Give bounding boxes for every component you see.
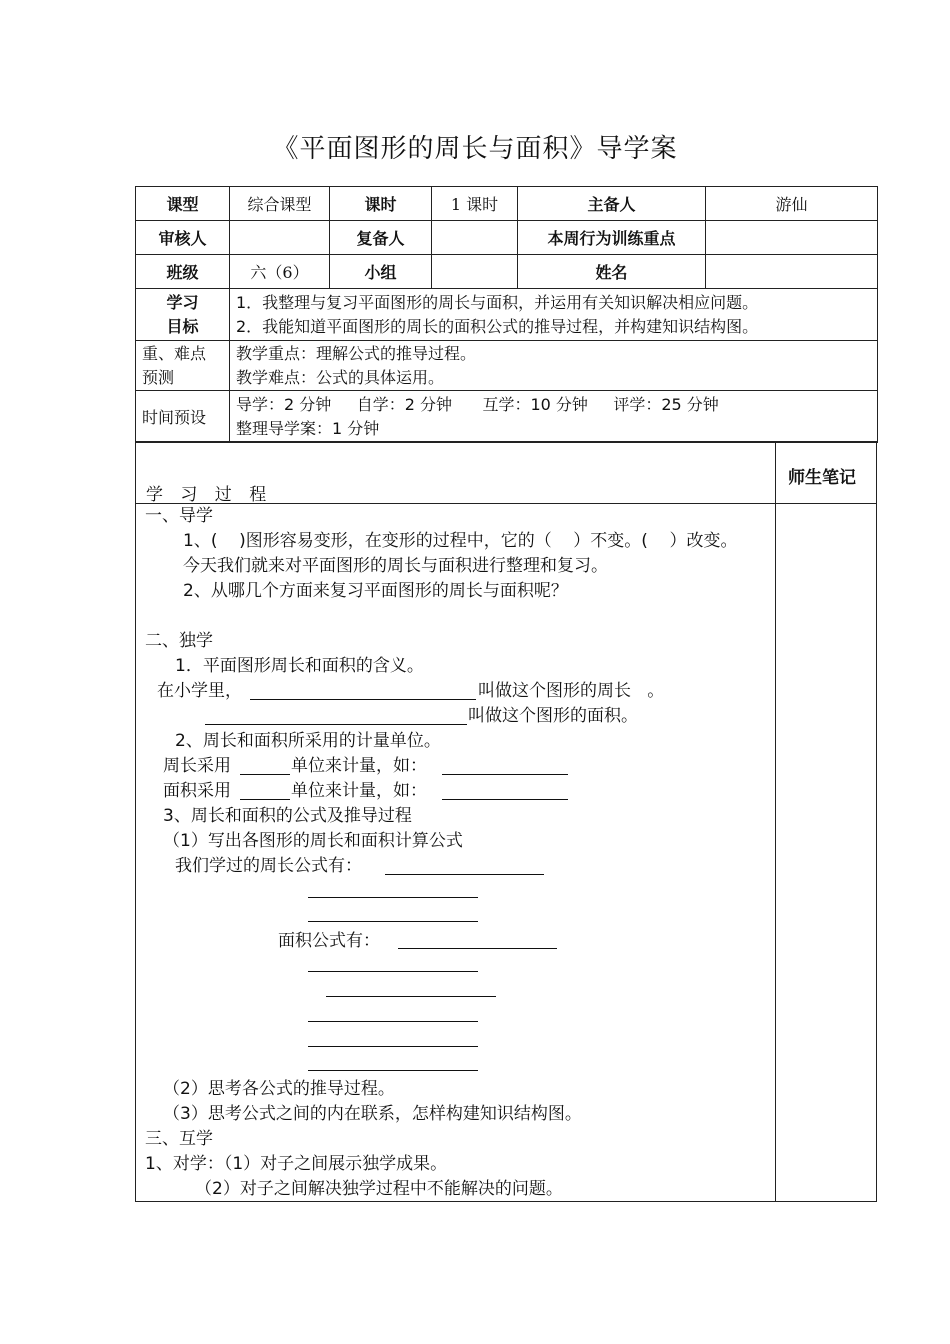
- blank-area-formula-5: [308, 1046, 478, 1047]
- goals-label-line-2: 目标: [166, 316, 199, 336]
- co-preparer-value: [432, 221, 518, 255]
- blank-perimeter-formula-3: [308, 921, 478, 922]
- reviewer-value: [230, 221, 330, 255]
- preparer-value: 游仙: [706, 187, 878, 221]
- blank-perimeter-formula-2: [308, 897, 478, 898]
- type-value: 综合课型: [230, 187, 330, 221]
- goal-2: 2．我能知道平面图形的周长的面积公式的推导过程，并构建知识结构图。: [236, 316, 759, 336]
- difficult-point: 教学难点：公式的具体运用。: [236, 367, 445, 387]
- blank-perimeter-example: [442, 774, 568, 775]
- s2-line-5-b: 单位来计量，如：: [291, 756, 427, 776]
- blank-perimeter-formula-1: [385, 874, 544, 875]
- goals-content: [230, 289, 878, 341]
- s1-line-2: 今天我们就来对平面图形的周长与面积进行整理和复习。: [183, 556, 608, 576]
- s3-line-1: 1、对学：（1）对子之间展示独学成果。: [145, 1154, 448, 1174]
- difficulty-label: [136, 341, 230, 391]
- blank-area-example: [442, 799, 568, 800]
- s1-line-1: 1、( )图形容易变形，在变形的过程中，它的（ ）不变。( ）改变。: [183, 531, 738, 551]
- difficulty-label-line-1: 重、难点: [142, 343, 207, 363]
- blank-area-formula-3: [326, 996, 496, 997]
- goal-1: 1．我整理与复习平面图形的周长与面积，并运用有关知识解决相应问题。: [236, 292, 759, 312]
- s2-line-6-b: 单位来计量，如：: [291, 781, 427, 801]
- weekly-focus-label: 本周行为训练重点: [518, 221, 706, 255]
- s2-line-8: （1）写出各图形的周长和面积计算公式: [163, 831, 463, 851]
- time-line-1: 导学：2 分钟 自学：2 分钟 互学：10 分钟 评学：25 分钟: [236, 394, 719, 414]
- co-preparer-label: 复备人: [330, 221, 432, 255]
- blank-area-formula-4: [308, 1021, 478, 1022]
- blank-area-formula-1: [398, 948, 557, 949]
- time-line-2: 整理导学案：1 分钟: [236, 418, 380, 438]
- lesson-info-table: [135, 186, 878, 443]
- blank-area-formula-2: [308, 971, 478, 972]
- section-3-title: 三、互学: [145, 1129, 213, 1149]
- key-point: 教学重点：理解公式的推导过程。: [236, 343, 477, 363]
- class-label: 班级: [136, 255, 230, 289]
- notes-header-divider: [775, 503, 876, 504]
- s3-line-2: （2）对子之间解决独学过程中不能解决的问题。: [195, 1179, 563, 1199]
- blank-perimeter-unit: [240, 774, 290, 775]
- difficulty-label-line-2: 预测: [142, 367, 175, 387]
- s1-line-3: 2、从哪几个方面来复习平面图形的周长与面积呢？: [183, 581, 568, 601]
- notes-divider: [775, 442, 776, 1201]
- time-label: 时间预设: [136, 391, 230, 443]
- blank-area-unit: [240, 799, 290, 800]
- s2-line-11: （2）思考各公式的推导过程。: [163, 1079, 395, 1099]
- blank-perimeter-definition: [250, 699, 476, 700]
- s2-line-1: 1．平面图形周长和面积的含义。: [175, 656, 424, 676]
- time-content: [230, 391, 878, 443]
- s2-line-7: 3、周长和面积的公式及推导过程: [163, 806, 412, 826]
- blank-area-definition: [205, 724, 467, 725]
- goals-label-line-1: 学习: [166, 292, 199, 312]
- type-label: 课型: [136, 187, 230, 221]
- preparer-label: 主备人: [518, 187, 706, 221]
- s2-line-2-pre: 在小学里，: [157, 681, 242, 701]
- group-value: [432, 255, 518, 289]
- s2-line-2-post: 叫做这个图形的周长 。: [478, 681, 665, 701]
- s2-line-5-a: 周长采用: [163, 756, 231, 776]
- goals-label: [136, 289, 230, 341]
- section-2-title: 二、独学: [145, 631, 213, 651]
- hours-value: 1 课时: [432, 187, 518, 221]
- group-label: 小组: [330, 255, 432, 289]
- weekly-focus-value: [706, 221, 878, 255]
- class-value: 六（6）: [230, 255, 330, 289]
- section-1-title: 一、导学: [145, 506, 213, 526]
- page-title: 《平面图形的周长与面积》导学案: [272, 134, 678, 164]
- s2-line-12: （3）思考公式之间的内在联系，怎样构建知识结构图。: [163, 1104, 582, 1124]
- process-label: 学 习 过 程: [146, 485, 273, 505]
- s2-line-3-post: 叫做这个图形的面积。: [468, 706, 638, 726]
- s2-line-6-a: 面积采用: [163, 781, 231, 801]
- name-value: [706, 255, 878, 289]
- s2-line-10: 面积公式有：: [278, 931, 380, 951]
- reviewer-label: 审核人: [136, 221, 230, 255]
- s2-line-4: 2、周长和面积所采用的计量单位。: [175, 731, 441, 751]
- blank-area-formula-6: [308, 1070, 478, 1071]
- difficulty-content: [230, 341, 878, 391]
- notes-label: 师生笔记: [788, 468, 856, 488]
- s2-line-9: 我们学过的周长公式有：: [175, 856, 362, 876]
- name-label: 姓名: [518, 255, 706, 289]
- hours-label: 课时: [330, 187, 432, 221]
